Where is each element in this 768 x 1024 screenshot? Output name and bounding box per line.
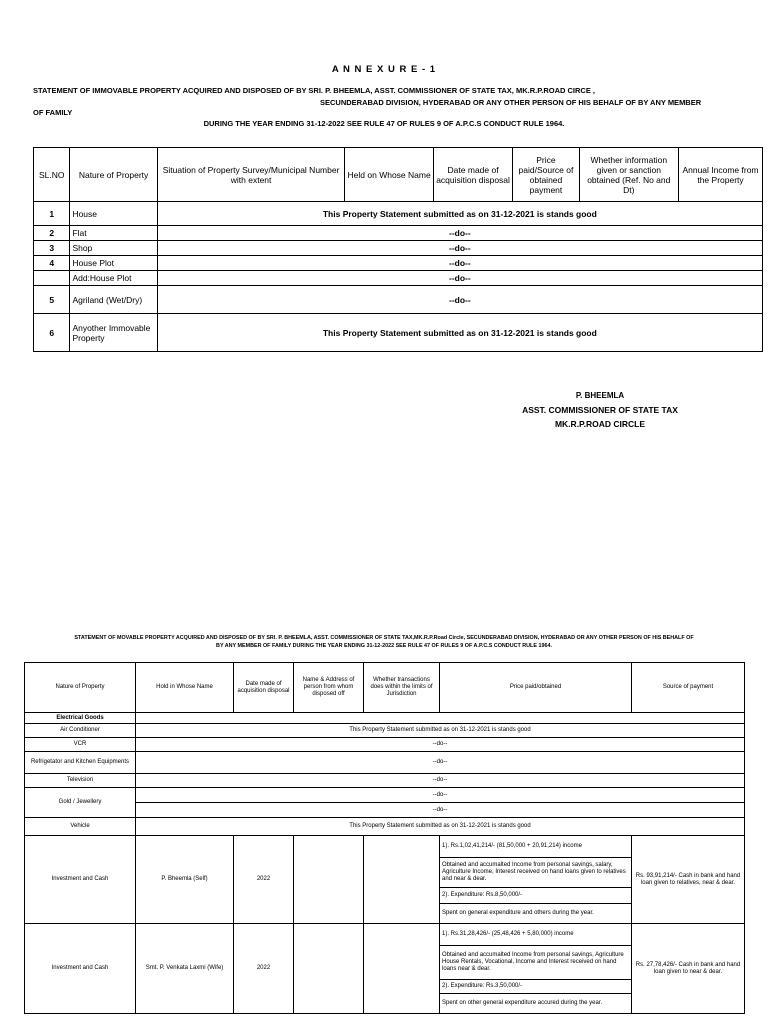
row-detail: This Property Statement submitted as on 31-12-2021 is stands good	[157, 314, 762, 352]
price-line: 2). Expenditure: Rs.3,50,000/-	[440, 980, 632, 994]
row-detail: --do--	[157, 271, 762, 286]
immovable-heading-line1: STATEMENT OF IMMOVABLE PROPERTY ACQUIRED AND DISPOSED OF BY SRI. P. BHEEMLA, ASST. COMMISSIONER OF STATE TAX, MK.R.P.ROAD CIRCE ,	[33, 86, 595, 95]
price-line: Obtained and accumalted Income from personal savings, salary, Agriculture Income, Interest received on hand loans given to relatives and near & dear.	[440, 858, 632, 888]
row-detail: --do--	[136, 752, 745, 774]
row-slno: 6	[34, 314, 70, 352]
row-slno: 2	[34, 226, 70, 241]
header-date: Date made of acquisition disposal	[234, 663, 294, 713]
header-situation: Situation of Property Survey/Municipal Number with extent	[157, 148, 345, 202]
row-nature: Anyother Immovable Property	[70, 314, 157, 352]
investment-source: Rs. 27,78,426/- Cash in bank and hand loan given to near & dear.	[632, 924, 745, 1014]
investment-row	[25, 836, 745, 858]
header-information: Whether information given or sanction obtained (Ref. No and Dt)	[579, 148, 678, 202]
header-date: Date made of acquisition disposal	[433, 148, 513, 202]
row-nature: House	[70, 202, 157, 226]
table-row	[34, 271, 763, 286]
table-row	[34, 256, 763, 271]
investment-person	[294, 836, 364, 924]
table-row	[34, 241, 763, 256]
row-detail: This Property Statement submitted as on 31-12-2021 is stands good	[136, 724, 745, 738]
table-row	[25, 752, 745, 774]
row-detail: --do--	[157, 256, 762, 271]
investment-nature: Investment and Cash	[25, 836, 136, 924]
header-price: Price paid/Source of obtained payment	[513, 148, 579, 202]
signature-office: MK.R.P.ROAD CIRCLE	[554, 419, 646, 429]
investment-jurisdiction	[364, 836, 440, 924]
row-slno	[34, 271, 70, 286]
row-detail: This Property Statement submitted as on 31-12-2021 is stands good	[136, 818, 745, 836]
header-source: Source of payment	[632, 663, 745, 713]
movable-heading-line1: STATEMENT OF MOVABLE PROPERTY ACQUIRED AND DISPOSED OF BY SRI. P. BHEEMLA, ASST. COMMISSIONER OF STATE TAX,MK.R.P.Road Circle, SECUNDERABAD DIVISION, HYDERABAD OR ANY OTHER PERSON OF HIS BEHALF OF	[74, 635, 694, 641]
table-header-row	[25, 663, 745, 713]
row-detail	[136, 713, 745, 724]
investment-source: Rs. 93,91,214/- Cash in bank and hand loan given to relatives, near & dear.	[632, 836, 745, 924]
header-nature: Nature of Property	[25, 663, 136, 713]
movable-heading-line2: BY ANY MEMBER OF FAMILY DURING THE YEAR ENDING 31-12-2022 SEE RULE 47 OF RULES 9 OF A.P.C.S CONDUCT RULE 1964.	[216, 643, 552, 649]
header-nature: Nature of Property	[70, 148, 157, 202]
header-income: Annual Income from the Property	[679, 148, 763, 202]
row-nature: VCR	[25, 738, 136, 752]
row-slno: 3	[34, 241, 70, 256]
immovable-heading-line3: OF FAMILY	[33, 108, 73, 117]
movable-property-table	[24, 662, 745, 1014]
signature-name: P. BHEEMLA	[575, 391, 625, 400]
row-detail: This Property Statement submitted as on 31-12-2021 is stands good	[157, 202, 762, 226]
row-detail: --do--	[157, 286, 762, 314]
row-nature: Gold / Jewellery	[25, 788, 136, 818]
header-slno: SL.NO	[34, 148, 70, 202]
price-line: Spent on general expenditure and others during the year.	[440, 904, 632, 924]
row-detail: --do--	[157, 241, 762, 256]
table-row	[25, 724, 745, 738]
row-nature: Agriland (Wet/Dry)	[70, 286, 157, 314]
row-detail: --do--	[136, 788, 745, 803]
signature-designation: ASST. COMMISSIONER OF STATE TAX	[522, 405, 678, 415]
immovable-heading-line2: SECUNDERABAD DIVISION, HYDERABAD OR ANY OTHER PERSON OF HIS BEHALF OF BY ANY MEMBER	[320, 98, 702, 107]
price-line: 1). Rs.31,28,426/- (25,48,426 + 5,80,000) income	[440, 924, 632, 946]
price-line: Spent on other general expenditure accured during the year.	[440, 994, 632, 1014]
row-nature: Flat	[70, 226, 157, 241]
row-nature: Television	[25, 774, 136, 788]
annexure-title: A N N E X U R E - 1	[331, 64, 437, 75]
row-slno: 4	[34, 256, 70, 271]
table-row	[34, 226, 763, 241]
header-hold-name: Hold in Whose Name	[136, 663, 234, 713]
table-row	[25, 738, 745, 752]
table-row	[25, 774, 745, 788]
price-line: 2). Expenditure: Rs.8,50,000/-	[440, 888, 632, 904]
table-row	[34, 314, 763, 352]
row-detail: --do--	[136, 803, 745, 818]
header-held-name: Held on Whose Name	[345, 148, 433, 202]
row-slno: 1	[34, 202, 70, 226]
header-name-address: Name & Address of person from whom disposed off	[294, 663, 364, 713]
row-detail: --do--	[136, 738, 745, 752]
table-row	[25, 788, 745, 803]
row-nature: Refrigetator and Kitchen Equipments	[25, 752, 136, 774]
row-nature: House Plot	[70, 256, 157, 271]
immovable-heading-line4: DURING THE YEAR ENDING 31-12-2022 SEE RULE 47 OF RULES 9 OF A.P.C.S CONDUCT RULE 1964.	[203, 119, 565, 128]
row-nature: Shop	[70, 241, 157, 256]
row-detail: --do--	[157, 226, 762, 241]
investment-year: 2022	[234, 924, 294, 1014]
table-header-row	[34, 148, 763, 202]
investment-name: P. Bheemla (Self)	[136, 836, 234, 924]
investment-jurisdiction	[364, 924, 440, 1014]
price-line: Obtained and accumalted Income from personal savings, Agriculture House Rentals, Vocational, Income and Interest received on hand loans near & dear.	[440, 946, 632, 980]
investment-person	[294, 924, 364, 1014]
row-nature: Vehicle	[25, 818, 136, 836]
investment-name: Smt. P. Venkata Laxmi (Wife)	[136, 924, 234, 1014]
table-row	[34, 286, 763, 314]
table-row	[25, 818, 745, 836]
header-price: Price paid/obtained	[440, 663, 632, 713]
immovable-property-table	[33, 147, 763, 352]
investment-row	[25, 924, 745, 946]
price-line: 1). Rs.1,02,41,214/- (81,50,000 + 20,91,214) income	[440, 836, 632, 858]
investment-year: 2022	[234, 836, 294, 924]
header-jurisdiction: Whether transactions does within the limits of Jurisdiction	[364, 663, 440, 713]
electrical-goods-label: Electrical Goods	[25, 713, 136, 724]
row-slno: 5	[34, 286, 70, 314]
table-row	[34, 202, 763, 226]
investment-nature: Investment and Cash	[25, 924, 136, 1014]
table-row	[25, 713, 745, 724]
row-nature: Air Conditioner	[25, 724, 136, 738]
row-detail: --do--	[136, 774, 745, 788]
row-nature: Add:House Plot	[70, 271, 157, 286]
